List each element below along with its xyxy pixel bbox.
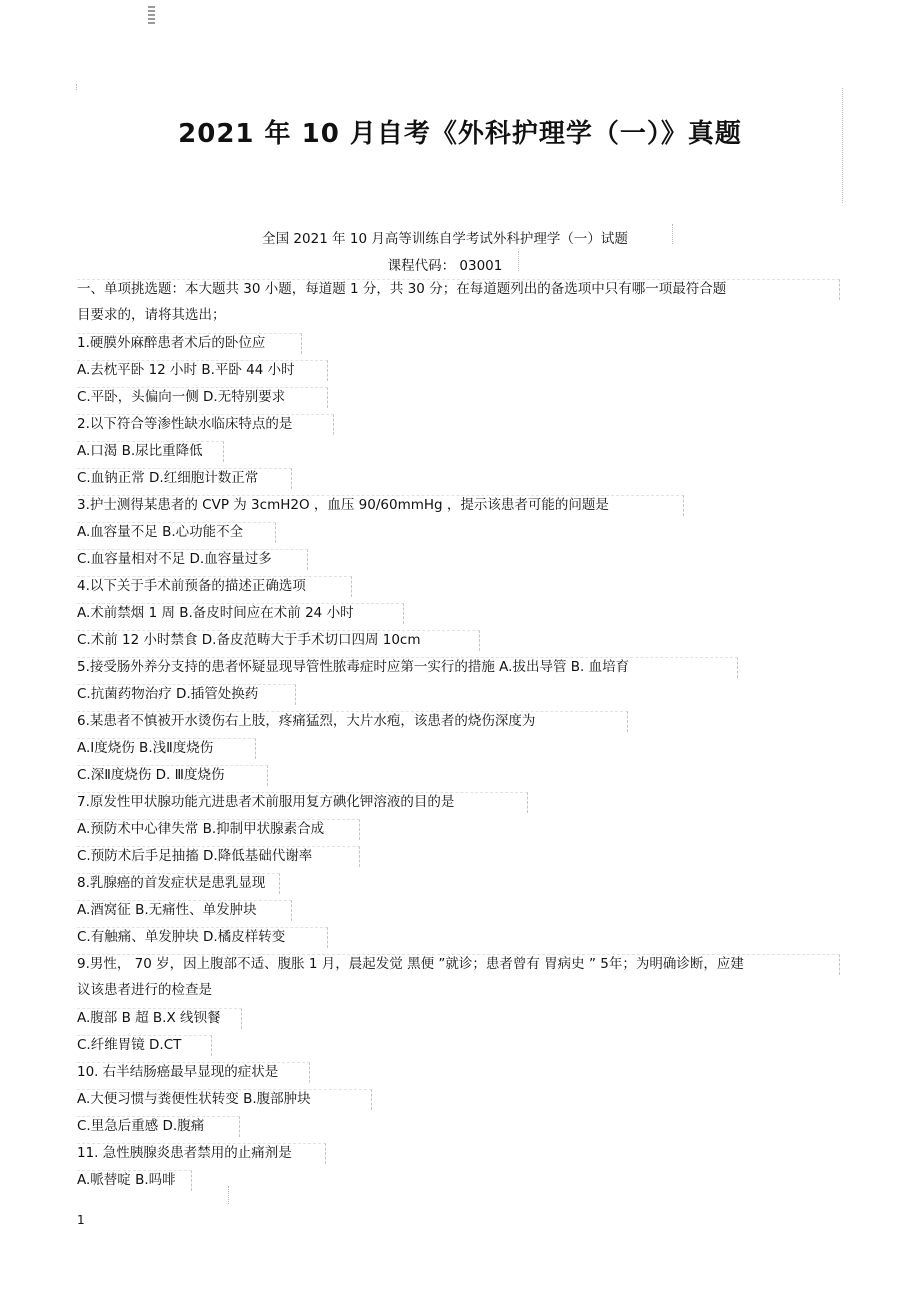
question-line: 7.原发性甲状腺功能亢进患者术前服用复方碘化钾溶液的目的是	[77, 792, 528, 813]
question-line: 9.男性， 70 岁，因上腹部不适、腹胀 1 月，晨起发觉 黑便 ”就诊；患者曾有 胃病史 ” 5年；为明确诊断，应建	[77, 954, 840, 975]
question-line: 2.以下符合等渗性缺水临床特点的是	[77, 414, 334, 435]
question-line: 1.硬膜外麻醉患者术后的卧位应	[77, 333, 302, 354]
question-line: 8.乳腺癌的首发症状是患乳显现	[77, 873, 280, 894]
option-line: C.有触痛、单发肿块 D.橘皮样转变	[77, 927, 328, 948]
option-line: A.大便习惯与粪便性状转变 B.腹部肿块	[77, 1089, 372, 1110]
course-code: 课程代码： 03001	[387, 258, 503, 274]
question-line: 3.护士测得某患者的 CVP 为 3cmH2O ，血压 90/60mmHg ，提示该患者可能的问题是	[77, 495, 684, 516]
page-number: 1	[77, 1213, 85, 1227]
option-line: A.血容量不足 B.心功能不全	[77, 522, 276, 543]
question-line-continued: 议该患者进行的检查是	[77, 982, 212, 998]
option-line: A.腹部 B 超 B.X 线钡餐	[77, 1008, 242, 1029]
option-line: C.平卧，头偏向一侧 D.无特别要求	[77, 387, 328, 408]
exam-subtitle: 全国 2021 年 10 月高等训练自学考试外科护理学（一）试题	[262, 231, 628, 247]
option-line: A.口渴 B.尿比重降低	[77, 441, 224, 462]
question-line: 10. 右半结肠癌最早显现的症状是	[77, 1062, 310, 1083]
option-line: C.抗菌药物治疗 D.插管处换药	[77, 684, 296, 705]
margin-line	[228, 1186, 229, 1204]
scan-mark	[148, 6, 155, 26]
option-line: C.血钠正常 D.红细胞计数正常	[77, 468, 292, 489]
margin-tick	[76, 84, 77, 90]
question-line: 11. 急性胰腺炎患者禁用的止痛剂是	[77, 1143, 326, 1164]
option-line: C.预防术后手足抽搐 D.降低基础代谢率	[77, 846, 360, 867]
option-line: A.Ⅰ度烧伤 B.浅Ⅱ度烧伤	[77, 738, 256, 759]
margin-line	[518, 251, 519, 271]
option-line: A.酒窝征 B.无痛性、单发肿块	[77, 900, 292, 921]
margin-line	[672, 224, 673, 244]
question-line: 4.以下关于手术前预备的描述正确选项	[77, 576, 352, 597]
option-line: A.去枕平卧 12 小时 B.平卧 44 小时	[77, 360, 328, 381]
option-line: A.哌替啶 B.吗啡	[77, 1170, 192, 1191]
option-line: C.纤维胃镜 D.CT	[77, 1035, 212, 1056]
option-line: A.预防术中心律失常 B.抑制甲状腺素合成	[77, 819, 360, 840]
option-line: C.里急后重感 D.腹痛	[77, 1116, 240, 1137]
question-line: 6.某患者不慎被开水烫伤右上肢，疼痛猛烈，大片水疱，该患者的烧伤深度为	[77, 711, 628, 732]
page-title: 2021 年 10 月自考《外科护理学（一）》真题	[178, 119, 742, 149]
section-intro-line-1: 一、单项挑选题：本大题共 30 小题，每道题 1 分，共 30 分；在每道题列出的备选项中只有哪一项最符合题	[77, 279, 840, 300]
option-line: C.术前 12 小时禁食 D.备皮范畴大于手术切口四周 10cm	[77, 630, 480, 651]
question-line: 5.接受肠外养分支持的患者怀疑显现导管性脓毒症时应第一实行的措施 A.拔出导管 B. 血培育	[77, 657, 738, 678]
option-line: A.术前禁烟 1 周 B.备皮时间应在术前 24 小时	[77, 603, 404, 624]
option-line: C.血容量相对不足 D.血容量过多	[77, 549, 308, 570]
section-intro-line-2: 目要求的，请将其选出；	[77, 307, 226, 323]
option-line: C.深Ⅱ度烧伤 D. Ⅲ度烧伤	[77, 765, 268, 786]
